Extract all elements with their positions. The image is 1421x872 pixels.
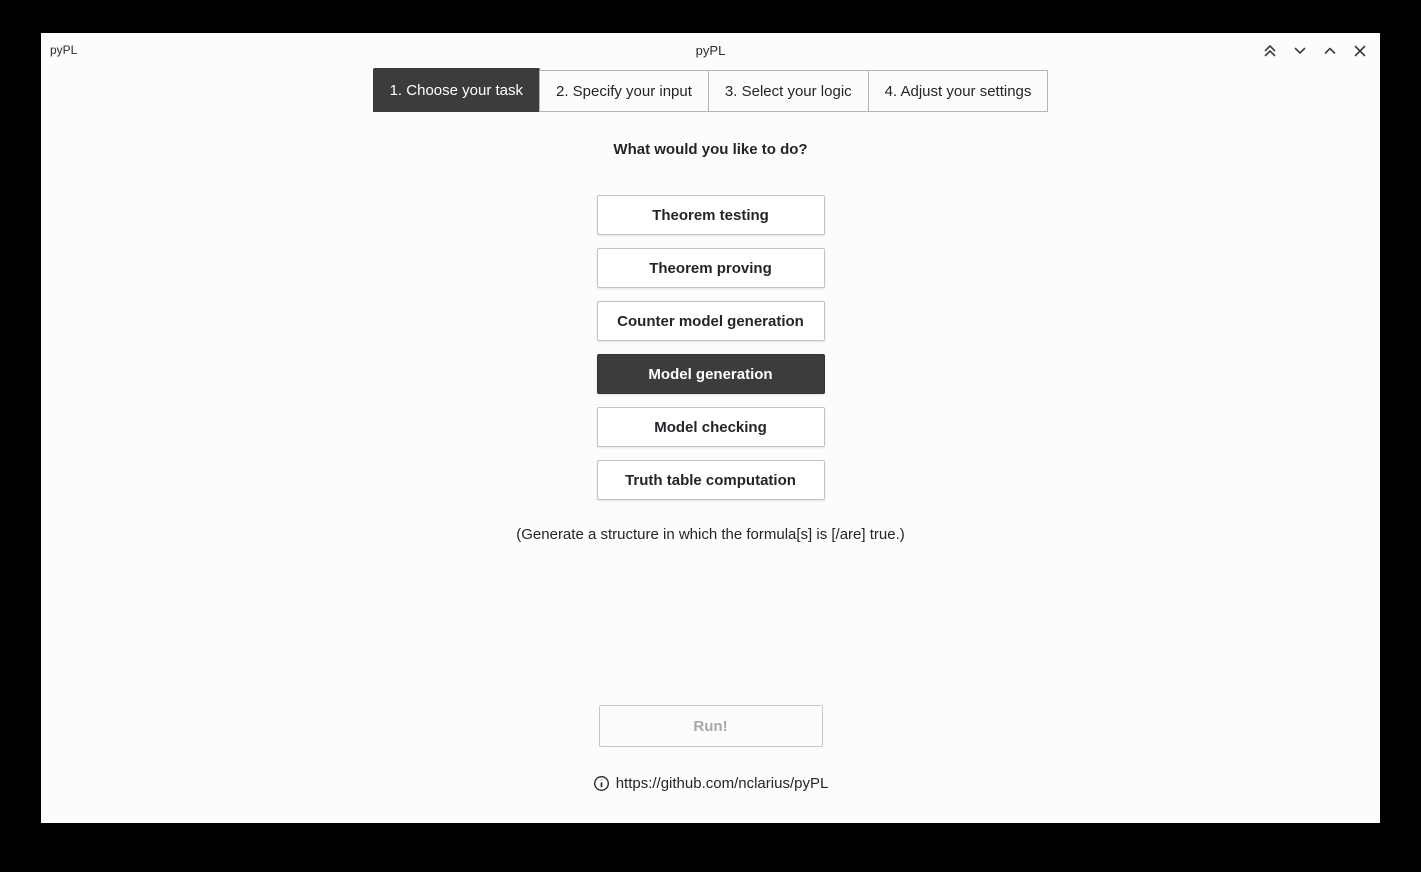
run-row xyxy=(41,705,1380,747)
counter-model-generation-button[interactable]: Counter model generation xyxy=(597,301,825,341)
task-button-group xyxy=(41,195,1380,500)
tab-select-logic[interactable]: 3. Select your logic xyxy=(708,70,869,112)
close-icon[interactable] xyxy=(1351,42,1368,59)
window-title: pyPL xyxy=(695,43,726,58)
tab-specify-input[interactable]: 2. Specify your input xyxy=(539,70,709,112)
task-description: (Generate a structure in which the formula[s] is [/are] true.) xyxy=(516,526,905,543)
footer xyxy=(41,775,1380,792)
app-label: pyPL xyxy=(50,43,78,57)
info-icon xyxy=(593,775,610,792)
theorem-proving-button[interactable]: Theorem proving xyxy=(597,248,825,288)
tab-bar xyxy=(41,68,1380,112)
keep-above-icon[interactable] xyxy=(1261,42,1278,59)
model-generation-button[interactable]: Model generation xyxy=(597,354,825,394)
theorem-testing-button[interactable]: Theorem testing xyxy=(597,195,825,235)
app-window xyxy=(41,33,1380,823)
minimize-icon[interactable] xyxy=(1291,42,1308,59)
github-link: https://github.com/nclarius/pyPL xyxy=(615,775,829,792)
run-button[interactable]: Run! xyxy=(599,705,823,747)
tab-choose-task[interactable]: 1. Choose your task xyxy=(373,68,540,112)
window-controls xyxy=(1261,42,1368,59)
question-text: What would you like to do? xyxy=(613,141,808,158)
truth-table-computation-button[interactable]: Truth table computation xyxy=(597,460,825,500)
titlebar[interactable] xyxy=(41,33,1380,67)
tab-adjust-settings[interactable]: 4. Adjust your settings xyxy=(868,70,1049,112)
maximize-icon[interactable] xyxy=(1321,42,1338,59)
model-checking-button[interactable]: Model checking xyxy=(597,407,825,447)
